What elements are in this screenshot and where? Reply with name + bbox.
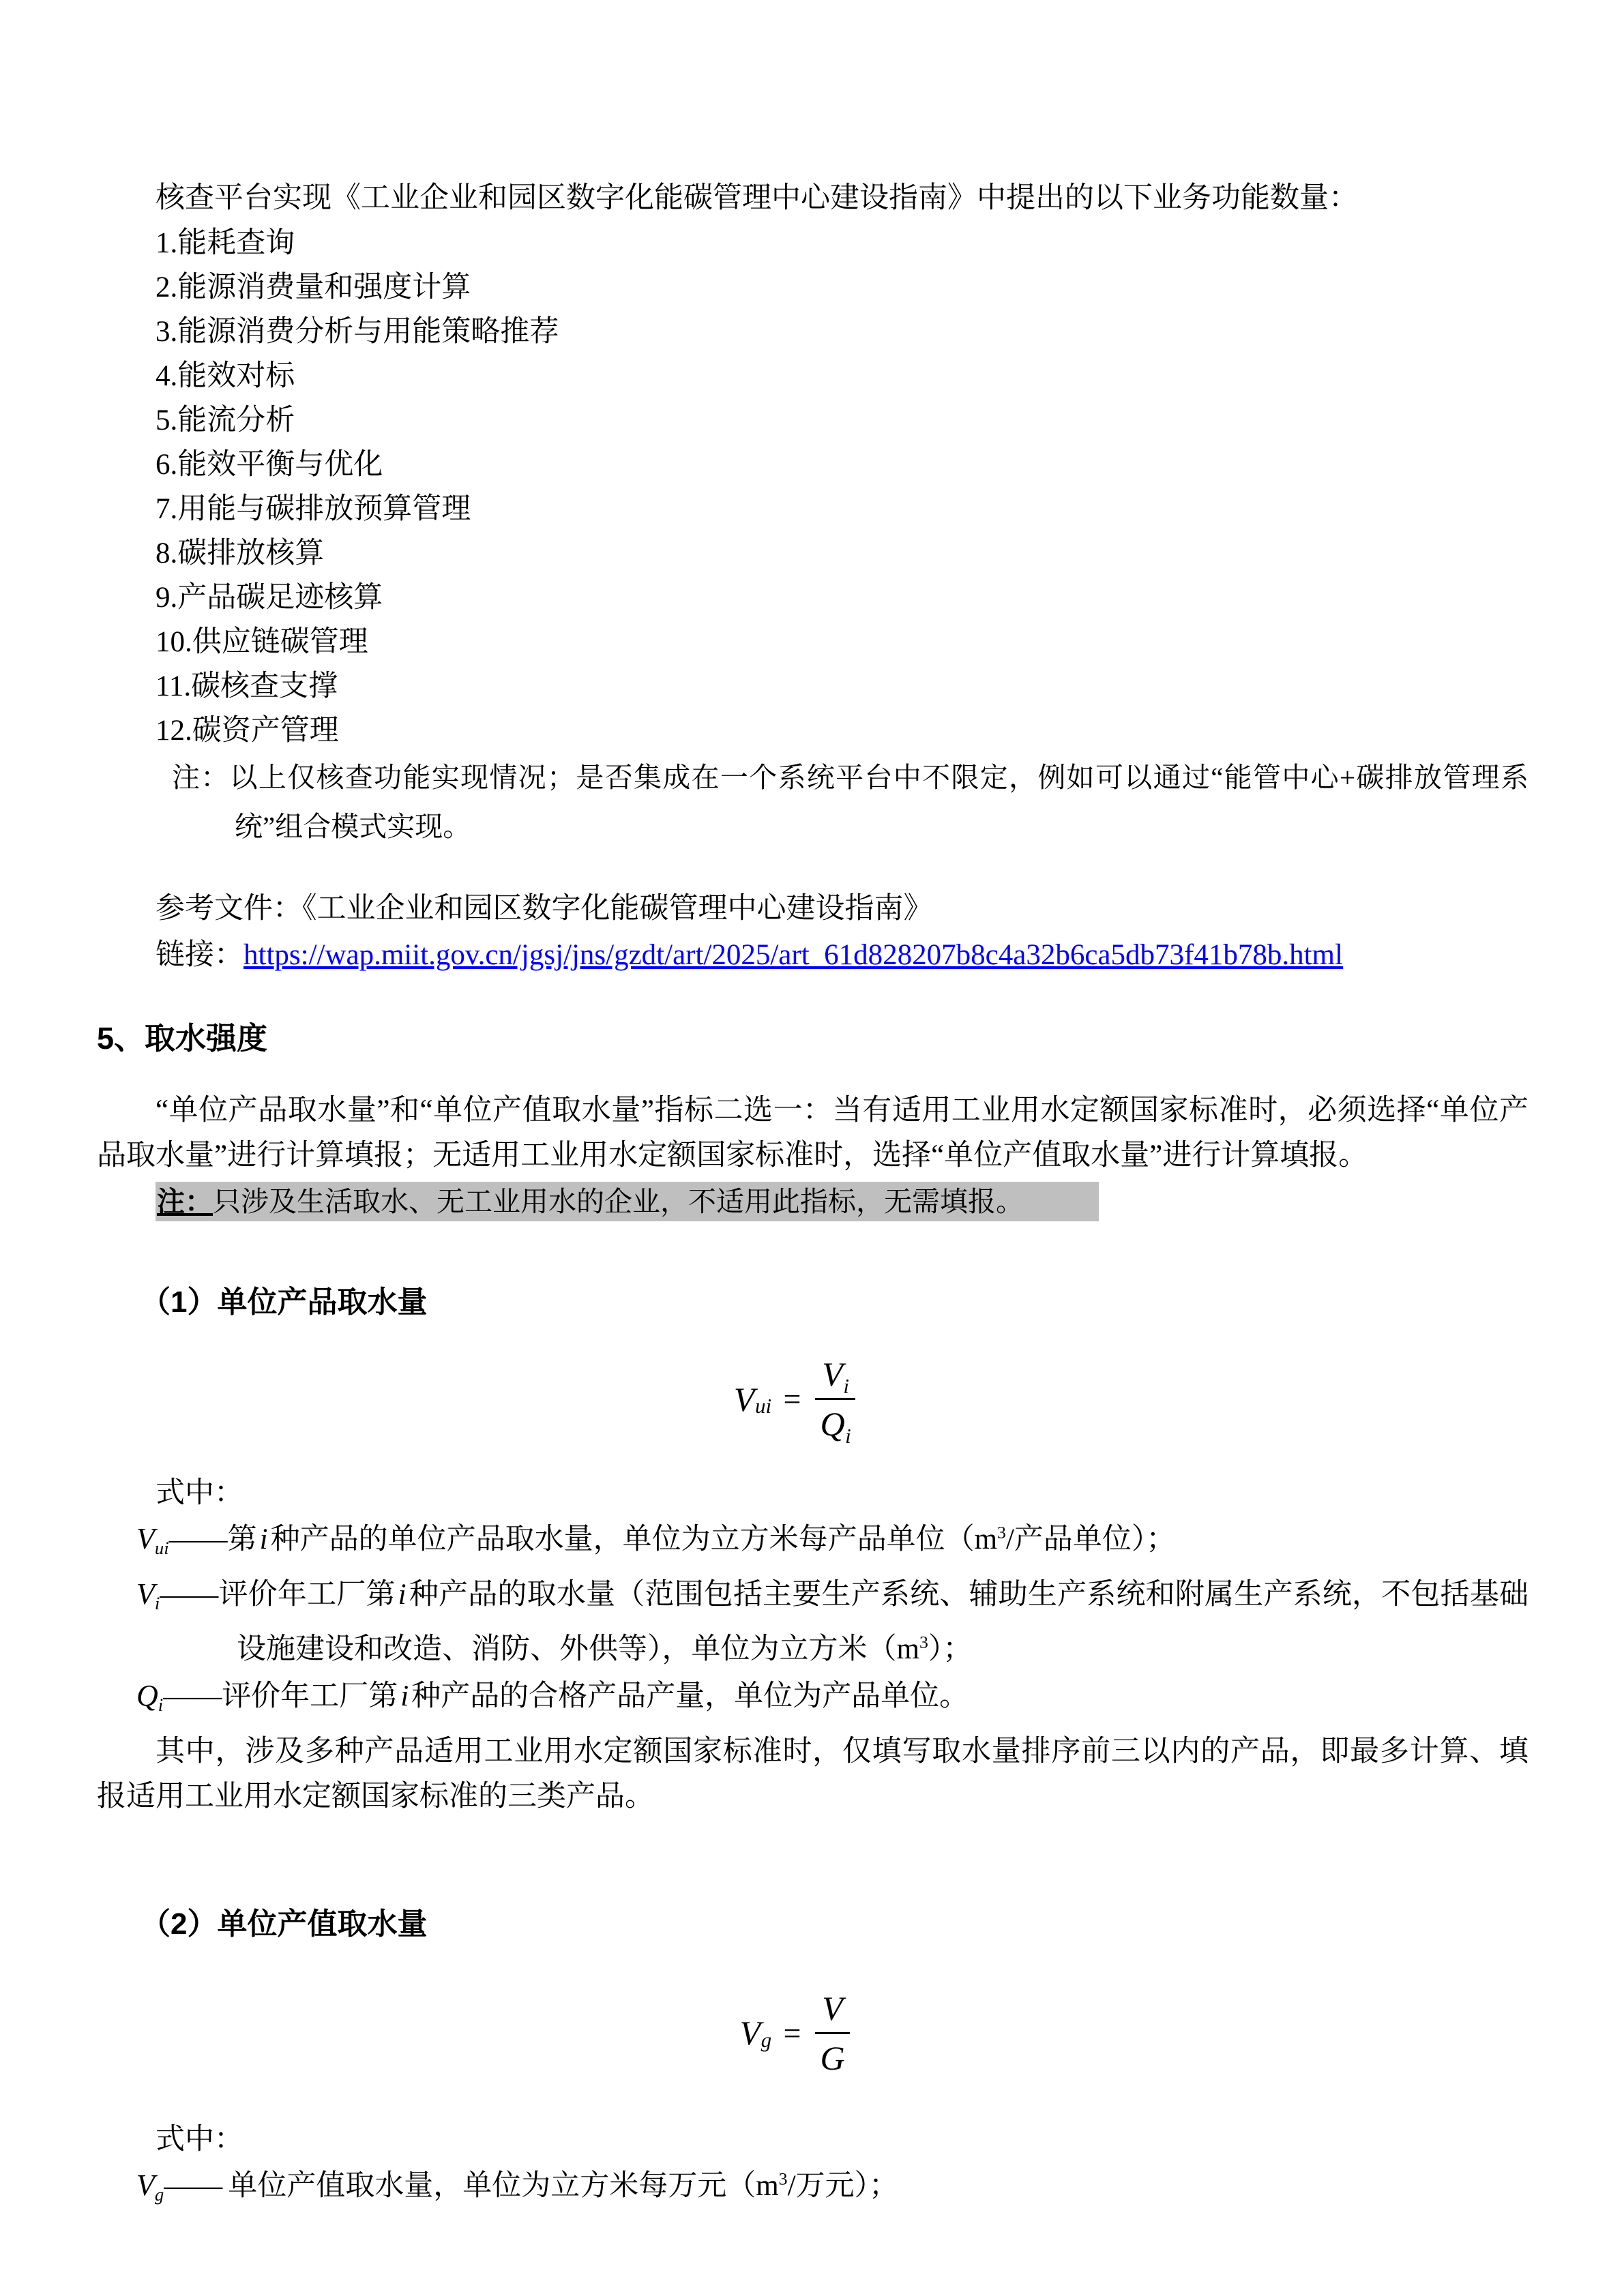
dash: —— [168,1523,228,1555]
function-list-item: 5.能流分析 [156,404,295,436]
symbol-subscript: i [158,1694,164,1715]
note-label: 注： [172,762,230,793]
def-text: 单位产值取水量，单位为立方米每万元（m [228,2169,779,2202]
subsection-1-extra-paragraph: 其中，涉及多种产品适用工业用水定额国家标准时，仅填写取水量排序前三以内的产品，即最多计算、填报适用工业用水定额国家标准的三类产品。 [97,1735,1529,1813]
reference-label: 参考文件： [156,893,302,925]
def-text: 种产品的合格产品产量，单位为产品单位。 [411,1680,969,1712]
def-text: 评价年工厂第 [218,1578,396,1611]
symbol: V [136,1577,155,1611]
definition-row [136,1516,1529,1571]
note-label: 注： [157,1186,213,1217]
formula-lhs-subscript: g [761,2028,772,2053]
def-text: 评价年工厂第 [222,1680,398,1712]
function-list-item: 11.碳核查支撑 [156,670,338,702]
superscript: 3 [997,1522,1006,1542]
function-list-item: 4.能效对标 [156,360,295,392]
fraction-denominator [813,2034,851,2078]
list-note [172,753,1529,851]
where-label: 式中： [156,2123,243,2156]
function-list-item: 1.能耗查询 [156,227,295,259]
italic-variable: i [259,1523,268,1555]
intro-paragraph: 核查平台实现《工业企业和园区数字化能碳管理中心建设指南》中提出的以下业务功能数量： [156,182,1358,214]
equals-sign: = [783,2015,801,2051]
symbol-subscript: i [154,1592,160,1613]
fraction [813,1354,857,1448]
numerator-symbol: V [822,1355,843,1393]
formula-1-expression [733,1354,857,1448]
function-list-item: 12.碳资产管理 [156,715,339,747]
function-list-item: 8.碳排放核算 [156,537,325,569]
note-highlight [156,1182,1099,1221]
def-text: 第 [227,1523,257,1555]
def-text: /万元）； [787,2169,899,2202]
formula-lhs: V [739,2014,761,2053]
symbol: V [136,2168,155,2202]
function-list-item: 9.产品碳足迹核算 [156,582,383,614]
numerator-subscript: i [843,1373,849,1398]
function-list-item: 7.用能与碳排放预算管理 [156,493,471,525]
formula-2 [80,1988,1511,2078]
superscript: 3 [919,1632,928,1652]
denominator-symbol: Q [820,1405,845,1443]
italic-variable: i [400,1680,409,1712]
definition-row [136,1571,1529,1673]
function-list-item: 3.能源消费分析与用能策略推荐 [156,316,559,348]
superscript: 3 [778,2168,788,2189]
subsection-2-heading: （2）单位产值取水量 [141,1907,428,1941]
dash: —— [163,1680,222,1712]
function-list-item: 10.供应链碳管理 [156,626,368,658]
symbol-subscript: ui [154,1537,169,1558]
denominator-symbol: G [820,2038,845,2077]
section-paragraph: “单位产品取水量”和“单位产值取水量”指标二选一：当有适用工业用水定额国家标准时，必须选择“单位产品取水量”进行计算填报；无适用工业用水定额国家标准时，选择“单位产值取水量”进行计算填报。 [97,1094,1529,1172]
denominator-subscript: i [845,1423,851,1448]
reference-line [156,886,1529,931]
reference-link[interactable]: https://wap.miit.gov.cn/jgsj/jns/gzdt/art/2025/art_61d828207b8c4a32b6ca5db73f41b78b.html [243,939,1343,971]
link-line [156,931,1529,979]
dash: —— [160,1578,219,1611]
formula-lhs: V [733,1380,755,1418]
note-text: 只涉及生活取水、无工业用水的企业，不适用此指标，无需填报。 [213,1186,1024,1217]
def-text: ）； [928,1632,973,1665]
function-list-item: 6.能效平衡与优化 [156,449,383,481]
reference-title: 《工业企业和园区数字化能碳管理中心建设指南》 [302,893,933,925]
definition-row [136,1673,1529,1728]
note-text: 以上仅核查功能实现情况；是否集成在一个系统平台中不限定，例如可以通过“能管中心+碳排放管理系统”组合模式实现。 [229,762,1529,842]
equals-sign: = [783,1382,801,1416]
def-text: 种产品的取水量（范围包括主要生产系统、辅助生产系统和附属生产系统，不包括基础设施建设和改造、消防、外供等），单位为立方米（m [237,1578,1529,1665]
numerator-symbol: V [822,1988,843,2027]
fraction-numerator [815,1354,855,1400]
link-label: 链接： [156,939,243,971]
symbol: V [136,1522,155,1555]
section-heading: 5、取水强度 [97,1021,268,1056]
where-label: 式中： [156,1477,243,1509]
def-text: 种产品的单位产品取水量，单位为立方米每产品单位（m [270,1523,998,1555]
italic-variable: i [398,1578,407,1611]
function-list-item: 2.能源消费量和强度计算 [156,271,471,303]
definition-row [136,2162,1529,2218]
symbol-subscript: g [154,2183,164,2205]
subsection-1-heading: （1）单位产品取水量 [141,1285,428,1319]
fraction-numerator [815,1988,850,2034]
symbol: Q [136,1678,158,1712]
fraction-denominator [813,1400,857,1448]
formula-1 [80,1354,1511,1448]
formula-lhs-subscript: ui [754,1394,772,1418]
formula-2-expression [739,1988,851,2078]
fraction [813,1988,851,2078]
dash: —— [164,2169,223,2202]
def-text: /产品单位）； [1005,1523,1176,1555]
highlighted-note [156,1180,1529,1223]
function-list [97,221,1529,753]
